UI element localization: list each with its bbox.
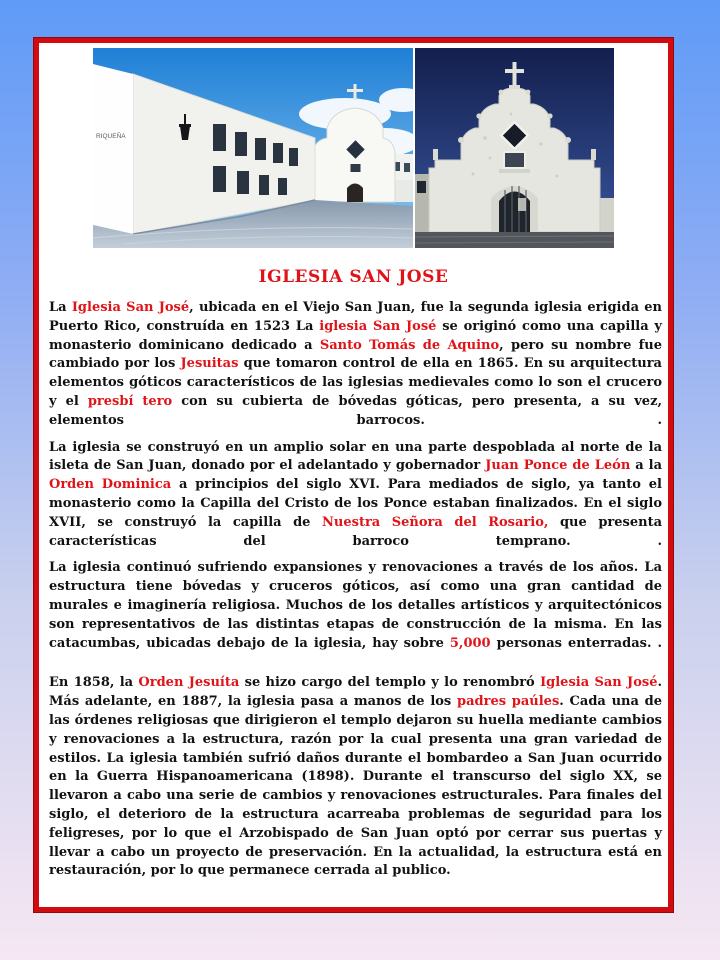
trailing-period: . xyxy=(657,533,662,549)
content-card xyxy=(34,38,673,912)
highlighted-text: Santo Tomás de Aquino xyxy=(319,337,500,353)
page-title: IGLESIA SAN JOSE xyxy=(258,267,449,287)
paragraph xyxy=(49,299,662,431)
highlighted-text: Juan Ponce de León xyxy=(485,458,631,474)
highlighted-text: Iglesia San José xyxy=(71,300,190,315)
highlighted-text: iglesia San José xyxy=(319,318,437,334)
church-street-photo xyxy=(93,48,413,248)
arched-portal xyxy=(491,186,538,232)
pavement xyxy=(415,232,614,248)
body-text: En 1858, la xyxy=(49,675,139,691)
paragraph xyxy=(49,439,662,552)
body-text: a principios del siglo XVI. Para mediados de siglo, ya tanto el monasterio como la Capilla del Cristo de los Ponce estaban finalizados. En el siglo XVII, se construyó la capilla de xyxy=(49,477,662,530)
highlighted-text: Iglesia San José xyxy=(540,675,658,691)
highlighted-text: padres paúles xyxy=(457,694,560,710)
paragraphs xyxy=(49,299,662,881)
body-text: La iglesia se construyó en un amplio solar en una parte despoblada al norte de la isleta de San Juan, donado por el adelantado y gobernador xyxy=(49,439,662,474)
wall-sign-text: RIQUEÑA xyxy=(96,133,126,140)
paragraph xyxy=(49,559,662,653)
highlighted-text: Nuestra Señora del Rosario, xyxy=(322,514,549,530)
highlighted-text: presbí tero xyxy=(87,393,173,409)
body-text: , ubicada en el Viejo San Juan, fue la segunda iglesia erigida en Puerto Rico, construída en 1523 La xyxy=(49,300,662,334)
body-text: , pero su nombre fue cambiado por los xyxy=(49,337,662,372)
upper-window xyxy=(504,152,525,168)
body-text: con su cubierta de bóvedas góticas, pero presenta, a su vez, elementos barrocos. xyxy=(49,393,662,428)
paragraph xyxy=(49,674,662,881)
body-text: que presenta características del barroco temprano. xyxy=(49,514,663,549)
body-text: . Más adelante, en 1887, la iglesia pasa a manos de los xyxy=(49,675,662,710)
trailing-period: . xyxy=(657,412,663,428)
body-text: . Cada una de las órdenes religiosas que dirigieron el templo dejaron su huella mediante cambios y renovaciones a la estructura, razón por la cual presenta una gran variedad de estilos. La iglesia también sufrió daños durante el bombardeo a San Juan ocurrido en la Guerra Hispanoamericana (1898). Durante el transcurso del siglo XX, se llevaron a cabo una serie de cambios y renovaciones estructurales. Para finales del siglo, el deterioro de la estructura acarreaba problemas de seguridad para los feligreses, por lo que el Arzobispado de San Juan optó por cerrar sus puertas y llevar a cabo un proyecto de preservación. En la actualidad, la estructura está en restauración, por lo que permanece cerrada al publico. xyxy=(49,694,663,879)
body-text: que tomaron control de ella en 1865. En su arquitectura elementos góticos característicos de las iglesias medievales como lo son el crucero y el xyxy=(49,356,662,409)
highlighted-text: Orden Dominica xyxy=(49,477,172,493)
balcony-ledge xyxy=(499,169,530,173)
trailing-period: . xyxy=(657,635,662,651)
church-facade-photo xyxy=(415,48,614,248)
highlighted-text: Jesuitas xyxy=(180,356,239,372)
body-text: se originó como una capilla y monasterio dominicano dedicado a xyxy=(49,318,662,353)
photo-row xyxy=(39,48,668,248)
body-text: La xyxy=(49,300,72,315)
body-text: La iglesia continuó sufriendo expansiones y renovaciones a través de los años. La estructura tiene bóvedas y cruceros góticos, así como una gran cantidad de murales e imaginería religiosa. Muchos de los detalles artísticos y arquitectónicos son representativos de las distintas etapas de construcción de la misma. En las catacumbas, ubicadas debajo de la iglesia, hay sobre xyxy=(49,560,662,651)
body-text: se hizo cargo del templo y lo renombró xyxy=(239,675,541,691)
highlighted-text: 5,000 xyxy=(449,635,491,651)
highlighted-text: Orden Jesuíta xyxy=(138,675,240,691)
body-text: a la xyxy=(630,458,663,474)
body-text: personas enterradas. xyxy=(490,635,652,651)
